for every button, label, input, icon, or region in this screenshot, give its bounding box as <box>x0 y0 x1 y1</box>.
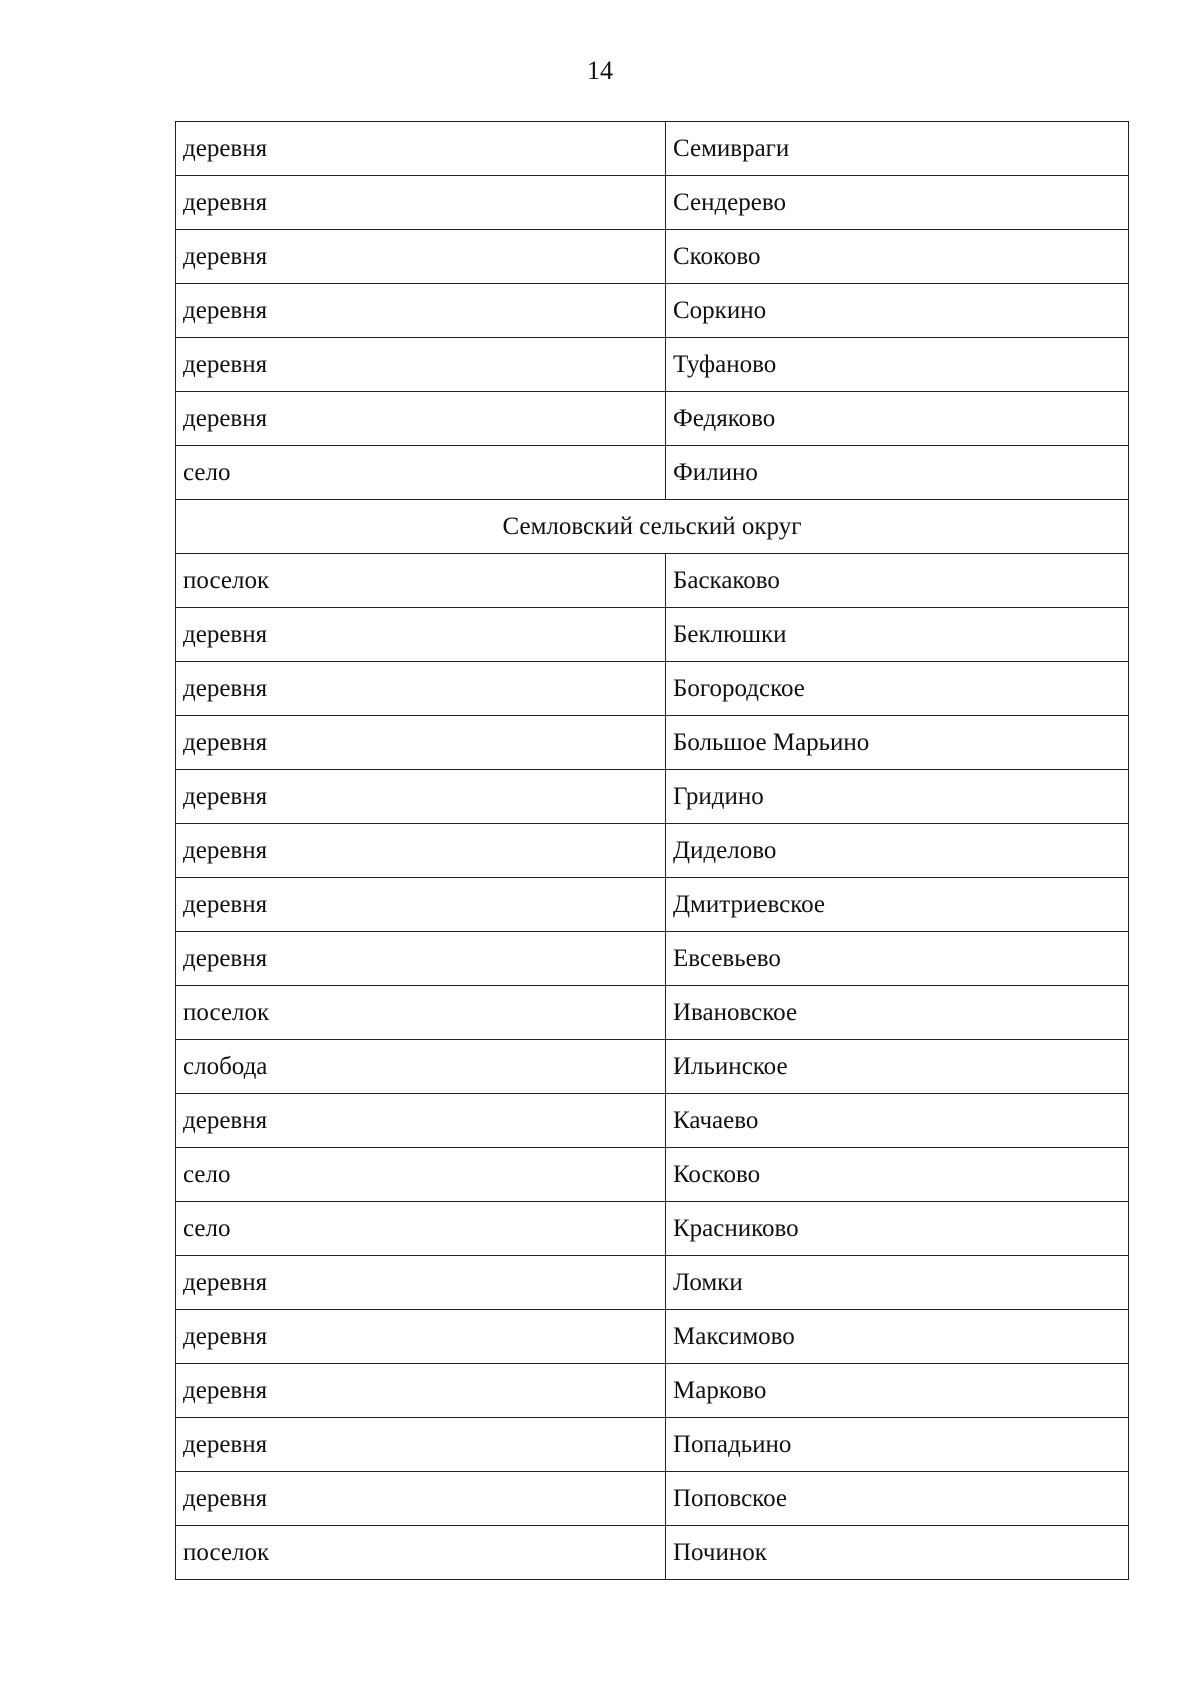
table-row <box>176 1310 1129 1364</box>
settlement-type-cell: село <box>176 1148 666 1202</box>
settlement-type-cell: поселок <box>176 1526 666 1580</box>
settlement-name-cell: Беклюшки <box>666 608 1129 662</box>
settlement-type-cell: деревня <box>176 338 666 392</box>
settlement-type-cell: село <box>176 446 666 500</box>
settlements-table-body <box>176 122 1129 1580</box>
settlement-type-cell: деревня <box>176 1310 666 1364</box>
table-row <box>176 824 1129 878</box>
table-row <box>176 1040 1129 1094</box>
settlement-type-cell: деревня <box>176 1256 666 1310</box>
settlement-type-cell: деревня <box>176 1418 666 1472</box>
settlement-type-cell: деревня <box>176 608 666 662</box>
table-row <box>176 392 1129 446</box>
settlement-type-cell: деревня <box>176 392 666 446</box>
settlement-type-cell: слобода <box>176 1040 666 1094</box>
settlement-name-cell: Сендерево <box>666 176 1129 230</box>
settlement-type-cell: деревня <box>176 662 666 716</box>
settlement-name-cell: Большое Марьино <box>666 716 1129 770</box>
settlement-type-cell: деревня <box>176 878 666 932</box>
settlement-name-cell: Семивраги <box>666 122 1129 176</box>
settlement-type-cell: деревня <box>176 230 666 284</box>
settlement-name-cell: Туфаново <box>666 338 1129 392</box>
table-row <box>176 284 1129 338</box>
settlement-name-cell: Евсевьево <box>666 932 1129 986</box>
settlement-type-cell: деревня <box>176 824 666 878</box>
table-row <box>176 230 1129 284</box>
settlement-name-cell: Попадьино <box>666 1418 1129 1472</box>
settlement-name-cell: Ильинское <box>666 1040 1129 1094</box>
table-row <box>176 338 1129 392</box>
table-row <box>176 1526 1129 1580</box>
settlement-type-cell: деревня <box>176 284 666 338</box>
table-row <box>176 554 1129 608</box>
settlement-name-cell: Гридино <box>666 770 1129 824</box>
settlement-name-cell: Починок <box>666 1526 1129 1580</box>
table-row <box>176 662 1129 716</box>
settlement-name-cell: Дмитриевское <box>666 878 1129 932</box>
settlement-type-cell: деревня <box>176 1094 666 1148</box>
settlement-name-cell: Ломки <box>666 1256 1129 1310</box>
settlement-type-cell: деревня <box>176 176 666 230</box>
settlement-name-cell: Баскаково <box>666 554 1129 608</box>
settlement-type-cell: село <box>176 1202 666 1256</box>
settlement-name-cell: Красниково <box>666 1202 1129 1256</box>
settlement-name-cell: Качаево <box>666 1094 1129 1148</box>
table-row <box>176 608 1129 662</box>
settlements-table <box>175 121 1129 1580</box>
table-row <box>176 1148 1129 1202</box>
settlement-name-cell: Косково <box>666 1148 1129 1202</box>
table-row <box>176 446 1129 500</box>
table-row <box>176 986 1129 1040</box>
settlement-type-cell: деревня <box>176 716 666 770</box>
settlement-name-cell: Марково <box>666 1364 1129 1418</box>
settlement-type-cell: деревня <box>176 1472 666 1526</box>
table-row <box>176 176 1129 230</box>
table-row <box>176 1418 1129 1472</box>
table-row <box>176 1364 1129 1418</box>
settlement-name-cell: Федяково <box>666 392 1129 446</box>
settlement-name-cell: Скоково <box>666 230 1129 284</box>
table-row <box>176 1094 1129 1148</box>
table-row <box>176 878 1129 932</box>
table-row <box>176 716 1129 770</box>
settlement-type-cell: деревня <box>176 122 666 176</box>
settlement-name-cell: Ивановское <box>666 986 1129 1040</box>
settlement-name-cell: Филино <box>666 446 1129 500</box>
settlement-name-cell: Богородское <box>666 662 1129 716</box>
settlement-type-cell: деревня <box>176 770 666 824</box>
table-row <box>176 1472 1129 1526</box>
page-number: 14 <box>587 56 613 85</box>
settlement-name-cell: Поповское <box>666 1472 1129 1526</box>
settlement-name-cell: Соркино <box>666 284 1129 338</box>
settlement-type-cell: деревня <box>176 1364 666 1418</box>
settlement-name-cell: Диделово <box>666 824 1129 878</box>
settlement-type-cell: поселок <box>176 986 666 1040</box>
settlement-type-cell: деревня <box>176 932 666 986</box>
settlement-name-cell: Максимово <box>666 1310 1129 1364</box>
table-row <box>176 1256 1129 1310</box>
section-header-row <box>176 500 1129 554</box>
table-row <box>176 122 1129 176</box>
table-row <box>176 770 1129 824</box>
section-header-cell: Семловский сельский округ <box>176 500 1129 554</box>
table-row <box>176 932 1129 986</box>
table-row <box>176 1202 1129 1256</box>
settlement-type-cell: поселок <box>176 554 666 608</box>
